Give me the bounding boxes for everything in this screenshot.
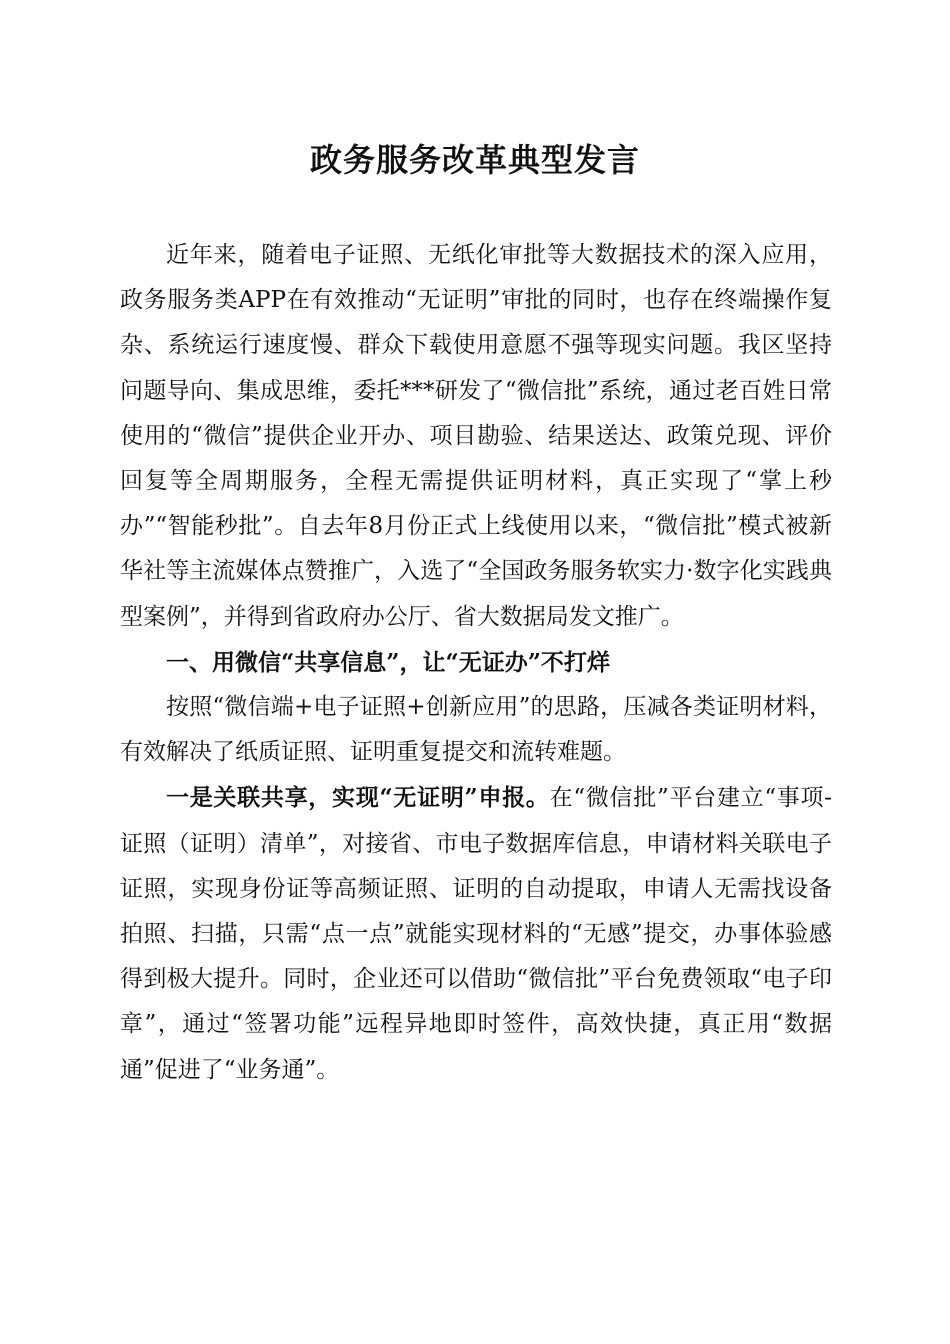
document-title: 政务服务改革典型发言	[309, 141, 640, 179]
document-body	[120, 233, 832, 1093]
section-1-intro-paragraph: 按照“微信端+电子证照+创新应用”的思路，压减各类证明材料，有效解决了纸质证照、证明重复提交和流转难题。	[120, 694, 832, 766]
section-1-point-1-paragraph	[120, 775, 832, 1092]
point-1-body: 在“微信批”平台建立“事项-证照（证明）清单”，对接省、市电子数据库信息，申请材料关联电子证照，实现身份证等高频证照、证明的自动提取，申请人无需找设备拍照、扫描，只需“点一点”就能实现材料的“无感”提交，办事体验感得到极大提升。同时，企业还可以借助“微信批”平台免费领取“电子印章”，通过“签署功能”远程异地即时签件，高效快捷，真正用“数据通”促进了“业务通”。	[120, 785, 832, 1083]
section-heading-1: 一、用微信“共享信息”，让“无证办”不打烊	[166, 648, 610, 676]
point-1-lead: 一是关联共享，实现“无证明”申报。	[166, 784, 550, 812]
intro-paragraph: 近年来，随着电子证照、无纸化审批等大数据技术的深入应用，政务服务类APP在有效推动“无证明”审批的同时，也存在终端操作复杂、系统运行速度慢、群众下载使用意愿不强等现实问题。我区坚持问题导向、集成思维，委托***研发了“微信批”系统，通过老百姓日常使用的“微信”提供企业开办、项目勘验、结果送达、政策兑现、评价回复等全周期服务，全程无需提供证明材料，真正实现了“掌上秒办”“智能秒批”。自去年8月份正式上线使用以来，“微信批”模式被新华社等主流媒体点赞推广，入选了“全国政务服务软实力·数字化实践典型案例”，并得到省政府办公厅、省大数据局发文推广。	[120, 242, 832, 630]
